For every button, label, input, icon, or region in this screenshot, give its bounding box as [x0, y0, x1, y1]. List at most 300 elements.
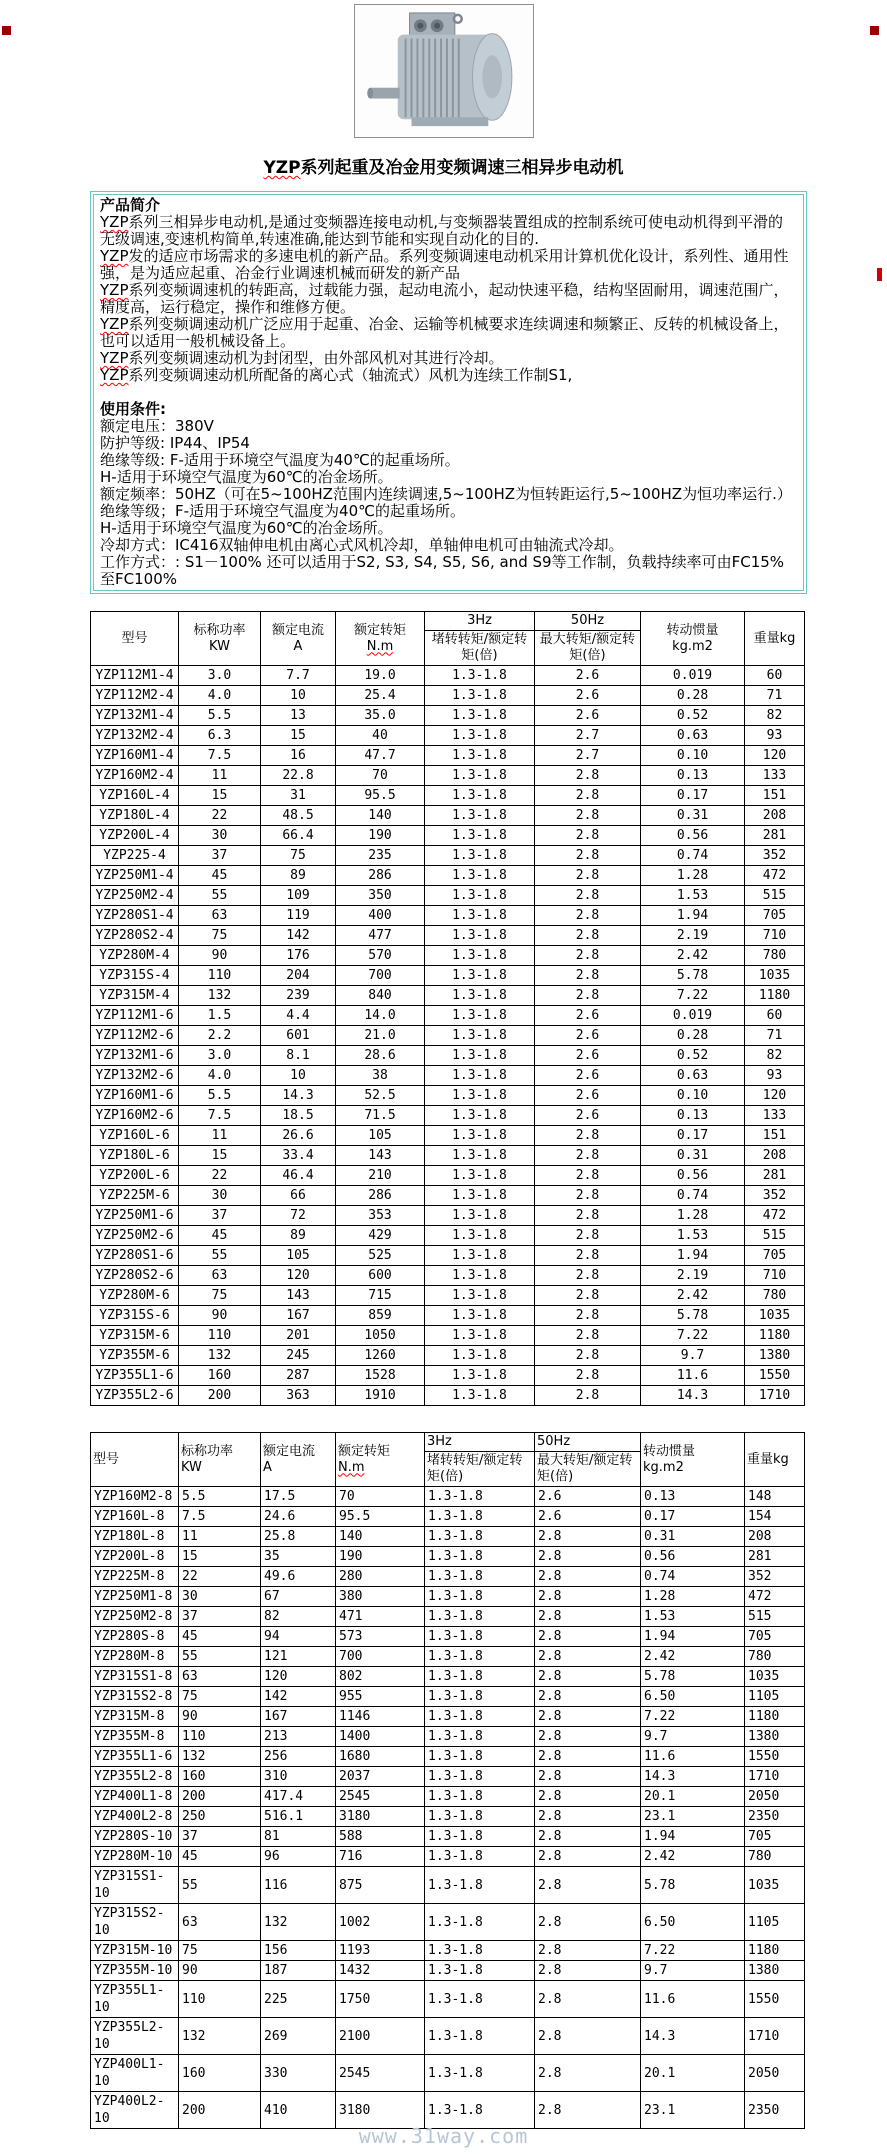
value-cell: 71: [745, 1026, 805, 1046]
value-cell: 1105: [745, 1904, 805, 1941]
value-cell: 1710: [745, 1767, 805, 1787]
value-cell: 15: [179, 786, 261, 806]
model-cell: YZP180L-4: [91, 806, 179, 826]
value-cell: 160: [179, 2055, 261, 2092]
value-cell: 55: [179, 1647, 261, 1667]
table-row: [91, 1567, 805, 1587]
value-cell: 24.6: [261, 1507, 336, 1527]
header-label: 3Hz: [425, 612, 534, 631]
value-cell: 55: [179, 1246, 261, 1266]
value-cell: 417.4: [261, 1787, 336, 1807]
value-cell: 201: [261, 1326, 336, 1346]
value-cell: 287: [261, 1366, 336, 1386]
value-cell: 2.8: [535, 1587, 641, 1607]
table-row: [91, 1026, 805, 1046]
value-cell: 281: [745, 1547, 805, 1567]
value-cell: 70: [336, 1487, 425, 1507]
value-cell: 1.3-1.8: [425, 806, 535, 826]
value-cell: 1.3-1.8: [425, 1246, 535, 1266]
table-row: [91, 1206, 805, 1226]
model-cell: YZP250M2-6: [91, 1226, 179, 1246]
value-cell: 7.5: [179, 1507, 261, 1527]
value-cell: 2.8: [535, 1847, 641, 1867]
value-cell: 859: [336, 1306, 425, 1326]
table-row: [91, 1166, 805, 1186]
value-cell: 239: [261, 986, 336, 1006]
value-cell: 2.6: [535, 1086, 641, 1106]
value-cell: 0.63: [641, 1066, 745, 1086]
value-cell: 9.7: [641, 1727, 745, 1747]
col-header-3hz: [425, 612, 535, 666]
col-header-model: 型号: [91, 612, 179, 666]
table-row: [91, 886, 805, 906]
value-cell: 515: [745, 1226, 805, 1246]
value-cell: 208: [745, 806, 805, 826]
value-cell: 3180: [336, 2092, 425, 2129]
value-cell: 700: [336, 1647, 425, 1667]
model-cell: YZP160L-4: [91, 786, 179, 806]
value-cell: 2.8: [535, 766, 641, 786]
table-row: [91, 866, 805, 886]
value-cell: 0.13: [641, 1487, 745, 1507]
model-cell: YZP315M-6: [91, 1326, 179, 1346]
value-cell: 1750: [336, 1981, 425, 2018]
value-cell: 66: [261, 1186, 336, 1206]
value-cell: 96: [261, 1847, 336, 1867]
value-cell: 0.56: [641, 1166, 745, 1186]
value-cell: 70: [336, 766, 425, 786]
value-cell: 2.8: [535, 1326, 641, 1346]
value-cell: 515: [745, 1607, 805, 1627]
value-cell: 2.8: [535, 1687, 641, 1707]
model-cell: YZP280S1-6: [91, 1246, 179, 1266]
value-cell: 0.74: [641, 846, 745, 866]
value-cell: 21.0: [336, 1026, 425, 1046]
value-cell: 1.53: [641, 886, 745, 906]
value-cell: 0.52: [641, 1046, 745, 1066]
value-cell: 380: [336, 1587, 425, 1607]
value-cell: 0.28: [641, 1026, 745, 1046]
value-cell: 7.22: [641, 1941, 745, 1961]
condition-lines: [100, 418, 797, 588]
col-header-current: [261, 1433, 336, 1487]
value-cell: 1.94: [641, 906, 745, 926]
value-cell: 71.5: [336, 1106, 425, 1126]
value-cell: 1.3-1.8: [425, 986, 535, 1006]
value-cell: 46.4: [261, 1166, 336, 1186]
value-cell: 1.3-1.8: [425, 1006, 535, 1026]
value-cell: 0.10: [641, 1086, 745, 1106]
value-cell: 48.5: [261, 806, 336, 826]
value-cell: 2.19: [641, 1266, 745, 1286]
value-cell: 286: [336, 1186, 425, 1206]
header-label: 标称功率: [181, 1443, 234, 1459]
table-row: [91, 2092, 805, 2129]
table-row: [91, 1086, 805, 1106]
table-row: [91, 1547, 805, 1567]
table-row: [91, 906, 805, 926]
value-cell: 516.1: [261, 1807, 336, 1827]
value-cell: 780: [745, 1847, 805, 1867]
value-cell: 1.3-1.8: [425, 1366, 535, 1386]
model-cell: YZP315S2-10: [91, 1904, 179, 1941]
value-cell: 2.6: [535, 1106, 641, 1126]
value-cell: 37: [179, 846, 261, 866]
value-cell: 256: [261, 1747, 336, 1767]
table-row: [91, 1186, 805, 1206]
value-cell: 280: [336, 1567, 425, 1587]
value-cell: 22.8: [261, 766, 336, 786]
value-cell: 1.3-1.8: [425, 686, 535, 706]
value-cell: 5.78: [641, 1867, 745, 1904]
table-row: [91, 1066, 805, 1086]
value-cell: 2.8: [535, 1346, 641, 1366]
value-cell: 11.6: [641, 1366, 745, 1386]
table-row: [91, 1607, 805, 1627]
value-cell: 1.3-1.8: [425, 886, 535, 906]
model-cell: YZP280M-4: [91, 946, 179, 966]
model-cell: YZP160M1-6: [91, 1086, 179, 1106]
value-cell: 1105: [745, 1687, 805, 1707]
value-cell: 0.019: [641, 666, 745, 686]
value-cell: 8.1: [261, 1046, 336, 1066]
value-cell: 55: [179, 1867, 261, 1904]
value-cell: 1035: [745, 1867, 805, 1904]
model-cell: YZP132M2-6: [91, 1066, 179, 1086]
value-cell: 281: [745, 826, 805, 846]
header-unit: KW: [181, 1459, 202, 1475]
value-cell: 1.3-1.8: [425, 966, 535, 986]
value-cell: 10: [261, 686, 336, 706]
value-cell: 1.53: [641, 1226, 745, 1246]
value-cell: 7.5: [179, 1106, 261, 1126]
model-cell: YZP280S2-4: [91, 926, 179, 946]
model-cell: YZP250M2-8: [91, 1607, 179, 1627]
value-cell: 716: [336, 1847, 425, 1867]
table-row: [91, 1847, 805, 1867]
value-cell: 2.8: [535, 1707, 641, 1727]
value-cell: 705: [745, 1627, 805, 1647]
model-cell: YZP280S-10: [91, 1827, 179, 1847]
header-row: [91, 612, 805, 666]
value-cell: 429: [336, 1226, 425, 1246]
value-cell: 705: [745, 1827, 805, 1847]
value-cell: 1.5: [179, 1006, 261, 1026]
value-cell: 2.8: [535, 1767, 641, 1787]
value-cell: 105: [261, 1246, 336, 1266]
value-cell: 2.8: [535, 1807, 641, 1827]
value-cell: 1.3-1.8: [425, 1807, 535, 1827]
value-cell: 2.6: [535, 686, 641, 706]
value-cell: 1.3-1.8: [425, 826, 535, 846]
table-row: [91, 1587, 805, 1607]
spellcheck-underline: YZP: [100, 281, 129, 299]
value-cell: 700: [336, 966, 425, 986]
value-cell: 17.5: [261, 1487, 336, 1507]
value-cell: 0.17: [641, 1507, 745, 1527]
model-cell: YZP132M1-4: [91, 706, 179, 726]
value-cell: 82: [745, 1046, 805, 1066]
value-cell: 2.8: [535, 2018, 641, 2055]
value-cell: 1.3-1.8: [425, 1587, 535, 1607]
value-cell: 1.3-1.8: [425, 1904, 535, 1941]
value-cell: 0.13: [641, 1106, 745, 1126]
table-row: [91, 1226, 805, 1246]
value-cell: 30: [179, 1587, 261, 1607]
value-cell: 142: [261, 926, 336, 946]
value-cell: 1.3-1.8: [425, 1981, 535, 2018]
value-cell: 525: [336, 1246, 425, 1266]
col-header-weight: 重量kg: [745, 612, 805, 666]
value-cell: 1.3-1.8: [425, 1026, 535, 1046]
value-cell: 11.6: [641, 1981, 745, 2018]
value-cell: 25.8: [261, 1527, 336, 1547]
table-row: [91, 1006, 805, 1026]
value-cell: 2050: [745, 1787, 805, 1807]
value-cell: 1.3-1.8: [425, 1767, 535, 1787]
table-row: [91, 1046, 805, 1066]
value-cell: 2.8: [535, 806, 641, 826]
value-cell: 18.5: [261, 1106, 336, 1126]
intro-paragraph: YZP系列变频调速动机为封闭型，由外部风机对其进行冷却。: [100, 349, 504, 367]
model-cell: YZP112M1-6: [91, 1006, 179, 1026]
model-cell: YZP355M-6: [91, 1346, 179, 1366]
value-cell: 1.3-1.8: [425, 1346, 535, 1366]
value-cell: 1.28: [641, 1206, 745, 1226]
decoration-red-square-left: [2, 26, 11, 35]
value-cell: 75: [179, 1286, 261, 1306]
col-header-power: [179, 1433, 261, 1487]
value-cell: 1.3-1.8: [425, 706, 535, 726]
value-cell: 90: [179, 1961, 261, 1981]
value-cell: 52.5: [336, 1086, 425, 1106]
value-cell: 2.8: [535, 1286, 641, 1306]
spellcheck-underline: YZP: [100, 366, 129, 384]
value-cell: 132: [179, 1747, 261, 1767]
value-cell: 22: [179, 1567, 261, 1587]
intro-heading: 产品简介: [100, 196, 161, 214]
value-cell: 1380: [745, 1961, 805, 1981]
value-cell: 0.63: [641, 726, 745, 746]
value-cell: 14.3: [261, 1086, 336, 1106]
value-cell: 1.94: [641, 1827, 745, 1847]
value-cell: 1710: [745, 2018, 805, 2055]
value-cell: 2.8: [535, 846, 641, 866]
value-cell: 1.3-1.8: [425, 1206, 535, 1226]
decoration-red-square-right: [870, 26, 879, 35]
model-cell: YZP180L-6: [91, 1146, 179, 1166]
value-cell: 140: [336, 806, 425, 826]
header-unit: kg.m2: [672, 638, 713, 654]
value-cell: 33.4: [261, 1146, 336, 1166]
value-cell: 35: [261, 1547, 336, 1567]
col-header-3hz: [425, 1433, 535, 1487]
value-cell: 1.3-1.8: [425, 1106, 535, 1126]
table-row: [91, 706, 805, 726]
col-header-inertia: [641, 612, 745, 666]
value-cell: 5.78: [641, 1306, 745, 1326]
value-cell: 120: [261, 1266, 336, 1286]
model-cell: YZP160L-6: [91, 1126, 179, 1146]
value-cell: 55: [179, 886, 261, 906]
value-cell: 515: [745, 886, 805, 906]
value-cell: 45: [179, 1226, 261, 1246]
value-cell: 15: [261, 726, 336, 746]
value-cell: 1146: [336, 1707, 425, 1727]
value-cell: 109: [261, 886, 336, 906]
value-cell: 28.6: [336, 1046, 425, 1066]
value-cell: 19.0: [336, 666, 425, 686]
spellcheck-underline: YZP: [100, 213, 129, 231]
value-cell: 14.3: [641, 1767, 745, 1787]
value-cell: 2.8: [535, 1787, 641, 1807]
value-cell: 151: [745, 1126, 805, 1146]
value-cell: 1.94: [641, 1246, 745, 1266]
value-cell: 410: [261, 2092, 336, 2129]
value-cell: 1.53: [641, 1607, 745, 1627]
value-cell: 49.6: [261, 1567, 336, 1587]
value-cell: 0.10: [641, 746, 745, 766]
value-cell: 7.5: [179, 746, 261, 766]
table-row: [91, 1807, 805, 1827]
value-cell: 5.78: [641, 966, 745, 986]
value-cell: 1.3-1.8: [425, 1627, 535, 1647]
value-cell: 105: [336, 1126, 425, 1146]
table-row: [91, 766, 805, 786]
model-cell: YZP250M1-6: [91, 1206, 179, 1226]
value-cell: 2.6: [535, 706, 641, 726]
intro-paragraph: YZP系列变频调速动机所配备的离心式（轴流式）风机为连续工作制S1,: [100, 366, 573, 384]
value-cell: 0.56: [641, 826, 745, 846]
value-cell: 2.8: [535, 1146, 641, 1166]
value-cell: 1.3-1.8: [425, 1266, 535, 1286]
value-cell: 90: [179, 1707, 261, 1727]
value-cell: 1.3-1.8: [425, 2092, 535, 2129]
value-cell: 1180: [745, 1707, 805, 1727]
value-cell: 1.3-1.8: [425, 1707, 535, 1727]
value-cell: 5.5: [179, 1086, 261, 1106]
value-cell: 1528: [336, 1366, 425, 1386]
value-cell: 7.22: [641, 1707, 745, 1727]
value-cell: 1.3-1.8: [425, 1667, 535, 1687]
value-cell: 31: [261, 786, 336, 806]
value-cell: 570: [336, 946, 425, 966]
value-cell: 143: [336, 1146, 425, 1166]
value-cell: 0.31: [641, 806, 745, 826]
value-cell: 160: [179, 1767, 261, 1787]
value-cell: 269: [261, 2018, 336, 2055]
model-cell: YZP400L2-10: [91, 2092, 179, 2129]
value-cell: 72: [261, 1206, 336, 1226]
value-cell: 1.94: [641, 1627, 745, 1647]
col-header-50hz: [535, 1433, 641, 1487]
value-cell: 477: [336, 926, 425, 946]
value-cell: 6.50: [641, 1904, 745, 1941]
value-cell: 120: [745, 746, 805, 766]
value-cell: 1002: [336, 1904, 425, 1941]
value-cell: 1.3-1.8: [425, 1747, 535, 1767]
table-row: [91, 1647, 805, 1667]
model-cell: YZP355L1-6: [91, 1366, 179, 1386]
value-cell: 0.13: [641, 766, 745, 786]
value-cell: 116: [261, 1867, 336, 1904]
model-cell: YZP355L1-10: [91, 1981, 179, 2018]
value-cell: 1.28: [641, 866, 745, 886]
header-unit: A: [263, 1459, 272, 1475]
model-cell: YZP250M1-8: [91, 1587, 179, 1607]
value-cell: 40: [336, 726, 425, 746]
header-sublabel: 堵转转矩/额定转矩(倍): [427, 1453, 523, 1484]
value-cell: 66.4: [261, 826, 336, 846]
value-cell: 121: [261, 1647, 336, 1667]
value-cell: 2.7: [535, 746, 641, 766]
value-cell: 132: [179, 986, 261, 1006]
value-cell: 225: [261, 1981, 336, 2018]
value-cell: 1.3-1.8: [425, 1066, 535, 1086]
value-cell: 25.4: [336, 686, 425, 706]
value-cell: 2.8: [535, 1186, 641, 1206]
value-cell: 1.3-1.8: [425, 1941, 535, 1961]
table-row: [91, 786, 805, 806]
value-cell: 310: [261, 1767, 336, 1787]
value-cell: 82: [261, 1607, 336, 1627]
model-cell: YZP280M-6: [91, 1286, 179, 1306]
value-cell: 14.3: [641, 2018, 745, 2055]
value-cell: 715: [336, 1286, 425, 1306]
table-row: [91, 1326, 805, 1346]
value-cell: 187: [261, 1961, 336, 1981]
motor-photo-frame: [354, 4, 534, 138]
model-cell: YZP160M2-6: [91, 1106, 179, 1126]
model-cell: YZP355M-8: [91, 1727, 179, 1747]
value-cell: 167: [261, 1707, 336, 1727]
value-cell: 1.3-1.8: [425, 1046, 535, 1066]
value-cell: 26.6: [261, 1126, 336, 1146]
col-header-model: 型号: [91, 1433, 179, 1487]
col-header-power: [179, 612, 261, 666]
model-cell: YZP225-4: [91, 846, 179, 866]
value-cell: 22: [179, 806, 261, 826]
condition-line: H-适用于环境空气温度为60℃的冶金场所。: [100, 468, 393, 486]
value-cell: 2.8: [535, 1166, 641, 1186]
value-cell: 1.3-1.8: [425, 2055, 535, 2092]
value-cell: 601: [261, 1026, 336, 1046]
value-cell: 955: [336, 1687, 425, 1707]
value-cell: 1710: [745, 1386, 805, 1406]
value-cell: 2.8: [535, 886, 641, 906]
value-cell: 6.50: [641, 1687, 745, 1707]
value-cell: 2.6: [535, 1507, 641, 1527]
table-row: [91, 1727, 805, 1747]
value-cell: 2.8: [535, 826, 641, 846]
value-cell: 63: [179, 906, 261, 926]
value-cell: 110: [179, 966, 261, 986]
value-cell: 1432: [336, 1961, 425, 1981]
table-row: [91, 1507, 805, 1527]
header-label: 额定转矩: [353, 622, 406, 638]
table-row: [91, 1707, 805, 1727]
model-cell: YZP200L-4: [91, 826, 179, 846]
intro-paragraph: YZP系列变频调速动机广泛应用于起重、冶金、运输等机械要求连续调速和频繁正、反转的机械设备上，也可以适用一般机械设备上。: [100, 315, 789, 350]
value-cell: 2.8: [535, 926, 641, 946]
value-cell: 2.42: [641, 1847, 745, 1867]
model-cell: YZP132M2-4: [91, 726, 179, 746]
value-cell: 0.17: [641, 786, 745, 806]
table-row: [91, 726, 805, 746]
value-cell: 2.8: [535, 1266, 641, 1286]
value-cell: 1.3-1.8: [425, 1306, 535, 1326]
table-row: [91, 1366, 805, 1386]
